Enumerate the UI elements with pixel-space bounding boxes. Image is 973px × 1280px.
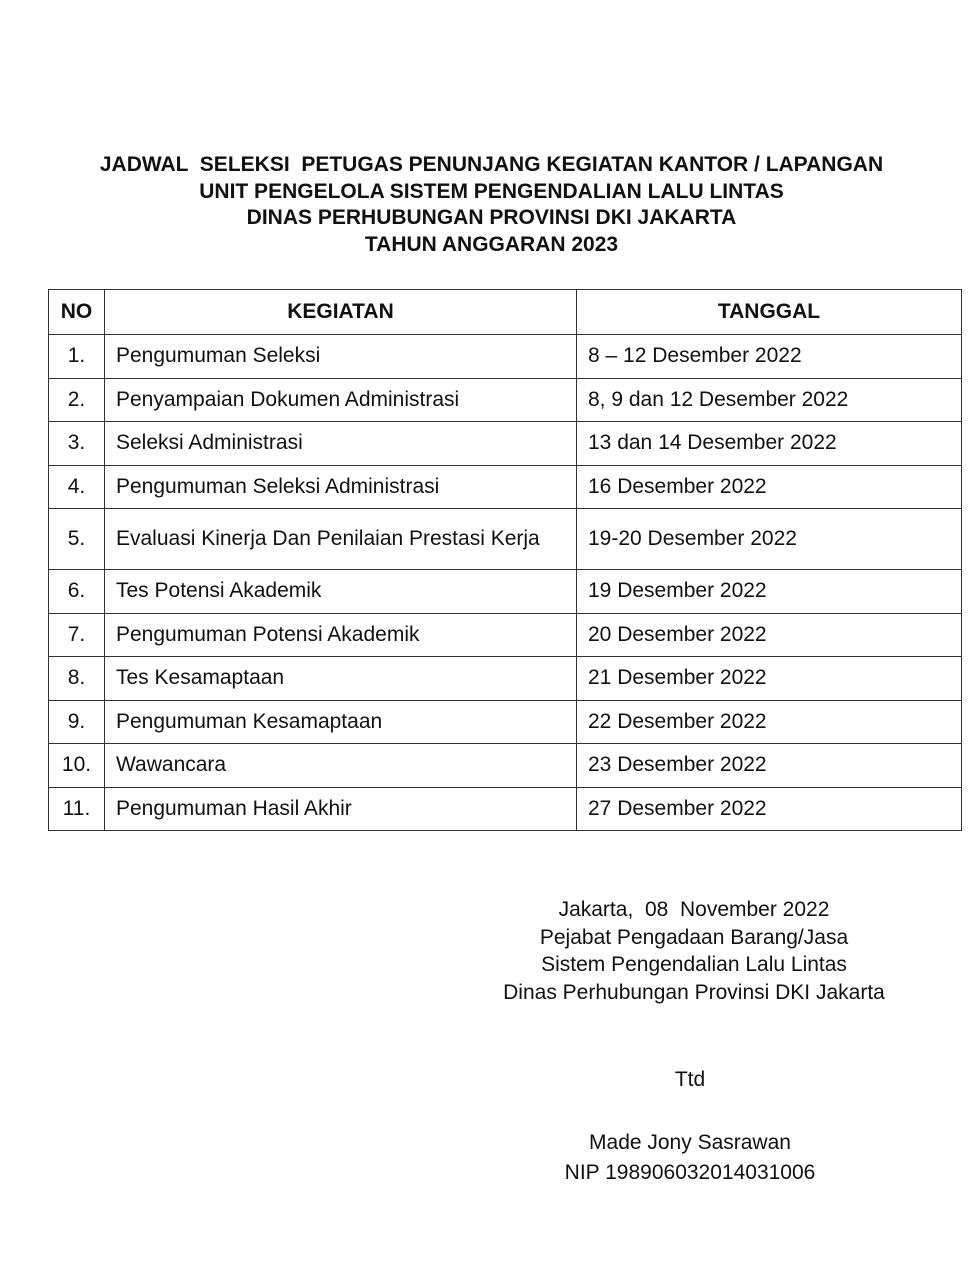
place-date: Jakarta, 08 November 2022: [558, 898, 830, 921]
row-number: 9.: [49, 700, 105, 744]
row-tanggal: 20 Desember 2022: [577, 613, 962, 657]
row-number: 5.: [49, 509, 105, 570]
row-number: 10.: [49, 744, 105, 788]
row-number: 3.: [49, 422, 105, 466]
table-row: [49, 787, 962, 831]
row-number: 1.: [49, 335, 105, 379]
row-tanggal: 8 – 12 Desember 2022: [577, 335, 962, 379]
row-tanggal: 19 Desember 2022: [577, 570, 962, 614]
row-kegiatan: Pengumuman Hasil Akhir: [105, 787, 577, 831]
row-kegiatan: Pengumuman Seleksi: [105, 335, 577, 379]
title-line-3: DINAS PERHUBUNGAN PROVINSI DKI JAKARTA: [246, 206, 737, 229]
row-tanggal: 13 dan 14 Desember 2022: [577, 422, 962, 466]
row-kegiatan: Tes Kesamaptaan: [105, 657, 577, 701]
row-kegiatan: Pengumuman Seleksi Administrasi: [105, 465, 577, 509]
row-number: 8.: [49, 657, 105, 701]
row-tanggal: 23 Desember 2022: [577, 744, 962, 788]
row-number: 4.: [49, 465, 105, 509]
document-title: [0, 152, 973, 258]
table-row: [49, 570, 962, 614]
title-line-2: UNIT PENGELOLA SISTEM PENGENDALIAN LALU LINTAS: [199, 179, 784, 203]
table-row: [49, 422, 962, 466]
row-kegiatan: Tes Potensi Akademik: [105, 570, 577, 614]
column-header-tanggal: TANGGAL: [577, 290, 962, 335]
row-tanggal: 16 Desember 2022: [577, 465, 962, 509]
signed-marker: Ttd: [674, 1068, 706, 1091]
table-row: [49, 613, 962, 657]
table-row: [49, 700, 962, 744]
signer-nip: NIP 198906032014031006: [564, 1161, 816, 1184]
official-position-line-1: Pejabat Pengadaan Barang/Jasa: [539, 925, 849, 949]
row-number: 2.: [49, 378, 105, 422]
signature-block: [480, 896, 908, 1006]
table-row: [49, 465, 962, 509]
signer-info: [480, 1128, 900, 1188]
row-number: 7.: [49, 613, 105, 657]
row-kegiatan: Wawancara: [105, 744, 577, 788]
row-tanggal: 27 Desember 2022: [577, 787, 962, 831]
row-tanggal: 22 Desember 2022: [577, 700, 962, 744]
title-line-4: TAHUN ANGGARAN 2023: [364, 232, 619, 256]
column-header-no: NO: [49, 290, 105, 335]
row-kegiatan: Penyampaian Dokumen Administrasi: [105, 378, 577, 422]
row-kegiatan: Pengumuman Kesamaptaan: [105, 700, 577, 744]
row-kegiatan: Evaluasi Kinerja Dan Penilaian Prestasi Kerja: [105, 509, 577, 570]
row-kegiatan: Seleksi Administrasi: [105, 422, 577, 466]
table-row: [49, 744, 962, 788]
row-number: 6.: [49, 570, 105, 614]
signer-name: Made Jony Sasrawan: [589, 1131, 791, 1154]
row-tanggal: 19-20 Desember 2022: [577, 509, 962, 570]
table-row: [49, 335, 962, 379]
official-position-line-3: Dinas Perhubungan Provinsi DKI Jakarta: [503, 980, 885, 1004]
row-tanggal: 21 Desember 2022: [577, 657, 962, 701]
schedule-table: [48, 289, 962, 831]
official-position-line-2: Sistem Pengendalian Lalu Lintas: [541, 953, 847, 976]
table-header-row: [49, 290, 962, 335]
table-row: [49, 657, 962, 701]
row-tanggal: 8, 9 dan 12 Desember 2022: [577, 378, 962, 422]
title-line-1: JADWAL SELEKSI PETUGAS PENUNJANG KEGIATAN KANTOR / LAPANGAN: [99, 153, 884, 176]
table-row: [49, 509, 962, 570]
table-row: [49, 378, 962, 422]
column-header-kegiatan: KEGIATAN: [105, 290, 577, 335]
row-number: 11.: [49, 787, 105, 831]
row-kegiatan: Pengumuman Potensi Akademik: [105, 613, 577, 657]
